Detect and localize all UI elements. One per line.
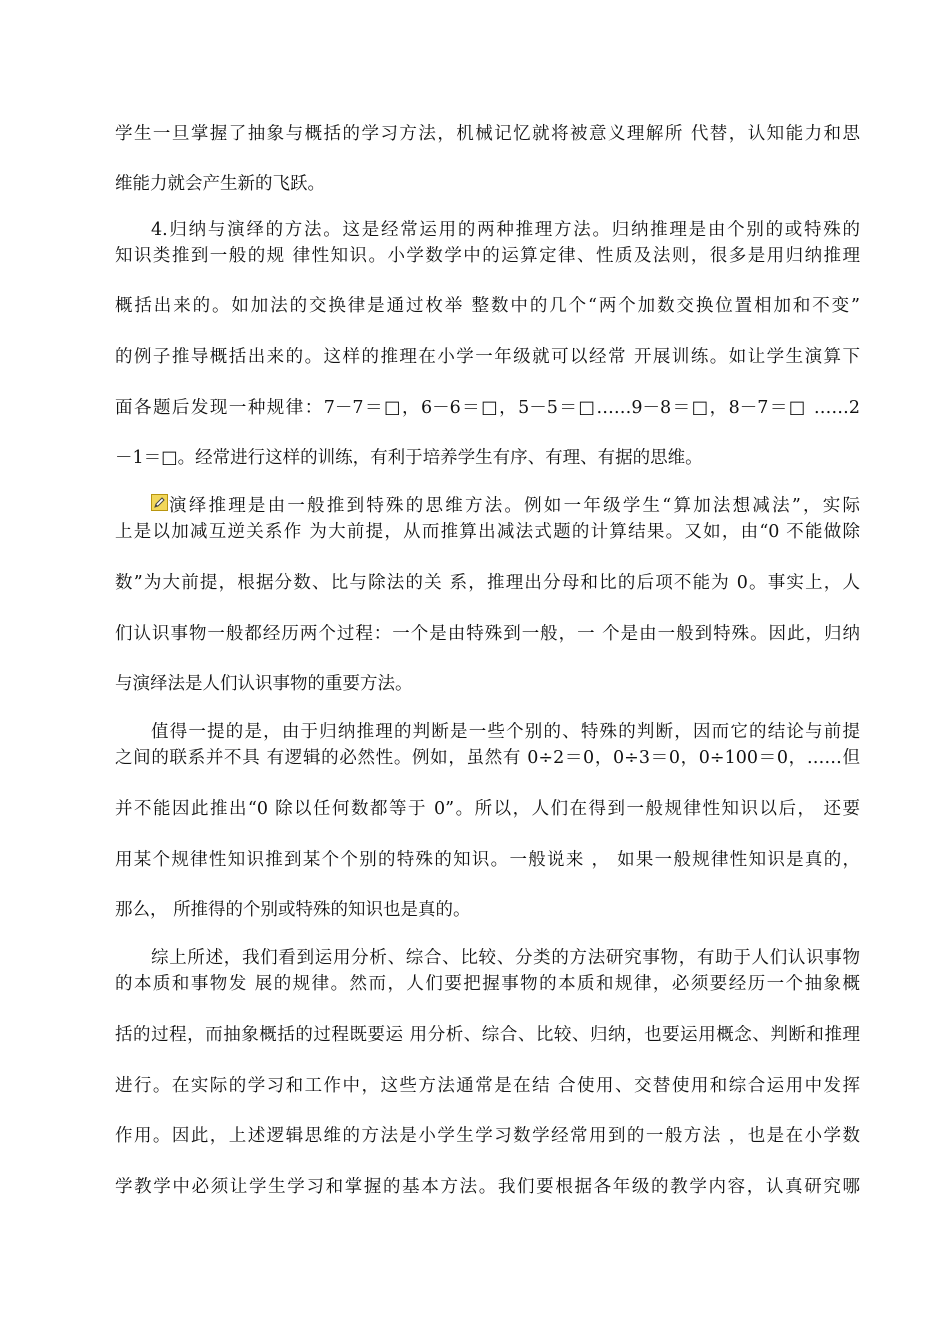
paragraph-line: 们认识事物一般都经历两个过程：一个是由特殊到一般，一 个是由一般到特殊。因此，归纳 — [115, 624, 860, 644]
paragraph-line: －1＝□。经常进行这样的训练，有利于培养学生有序、有理、有据的思维。 — [115, 448, 703, 468]
paragraph-line: 上是以加减互逆关系作 为大前提，从而推算出减法式题的计算结果。又如，由“0 不能做除 — [115, 522, 860, 542]
paragraph-line: 值得一提的是，由于归纳推理的判断是一些个别的、特殊的判断，因而它的结论与前提 — [151, 722, 860, 742]
paragraph-line: 学生一旦掌握了抽象与概括的学习方法，机械记忆就将被意义理解所 代替，认知能力和思 — [115, 124, 860, 144]
paragraph-line: 面各题后发现一种规律：7－7＝□，6－6＝□，5－5＝□……9－8＝□，8－7＝□ ……2 — [115, 398, 860, 418]
paragraph-line: 之间的联系并不具 有逻辑的必然性。例如，虽然有 0÷2＝0，0÷3＝0，0÷100＝0，……但 — [115, 748, 860, 768]
paragraph-line: 综上所述，我们看到运用分析、综合、比较、分类的方法研究事物，有助于人们认识事物 — [151, 948, 860, 968]
pencil-icon — [151, 494, 168, 511]
paragraph-line: 维能力就会产生新的飞跃。 — [115, 174, 325, 194]
paragraph-line: 4.归纳与演绎的方法。这是经常运用的两种推理方法。归纳推理是由个别的或特殊的 — [151, 220, 860, 240]
paragraph-line: 知识类推到一般的规 律性知识。小学数学中的运算定律、性质及法则，很多是用归纳推理 — [115, 246, 860, 266]
paragraph-text: 演绎推理是由一般推到特殊的思维方法。例如一年级学生“算加法想减法”，实际 — [169, 496, 860, 516]
paragraph-line: 的例子推导概括出来的。这样的推理在小学一年级就可以经常 开展训练。如让学生演算下 — [115, 347, 860, 367]
paragraph-line: 与演绎法是人们认识事物的重要方法。 — [115, 674, 413, 694]
paragraph-line: 用某个规律性知识推到某个个别的特殊的知识。一般说来 ， 如果一般规律性知识是真的， — [115, 850, 860, 870]
paragraph-line: 作用。因此，上述逻辑思维的方法是小学生学习数学经常用到的一般方法 ，也是在小学数 — [115, 1126, 860, 1146]
paragraph-line: 概括出来的。如加法的交换律是通过枚举 整数中的几个“两个加数交换位置相加和不变” — [115, 296, 860, 316]
paragraph-line: 那么， 所推得的个别或特殊的知识也是真的。 — [115, 900, 471, 920]
paragraph-line: 并不能因此推出“0 除以任何数都等于 0”。所以，人们在得到一般规律性知识以后， 还要 — [115, 799, 860, 819]
paragraph-line: 括的过程，而抽象概括的过程既要运 用分析、综合、比较、归纳，也要运用概念、判断和推理 — [115, 1025, 860, 1045]
paragraph-line: 学教学中必须让学生学习和掌握的基本方法。我们要根据各年级的教学内容，认真研究哪 — [115, 1177, 860, 1197]
paragraph-line: 进行。在实际的学习和工作中，这些方法通常是在结 合使用、交替使用和综合运用中发挥 — [115, 1076, 860, 1096]
paragraph-line: 的本质和事物发 展的规律。然而，人们要把握事物的本质和规律，必须要经历一个抽象概 — [115, 974, 860, 994]
paragraph-line: 数”为大前提，根据分数、比与除法的关 系，推理出分母和比的后项不能为 0。事实上，人 — [115, 573, 861, 593]
paragraph-line-with-icon — [151, 494, 860, 518]
